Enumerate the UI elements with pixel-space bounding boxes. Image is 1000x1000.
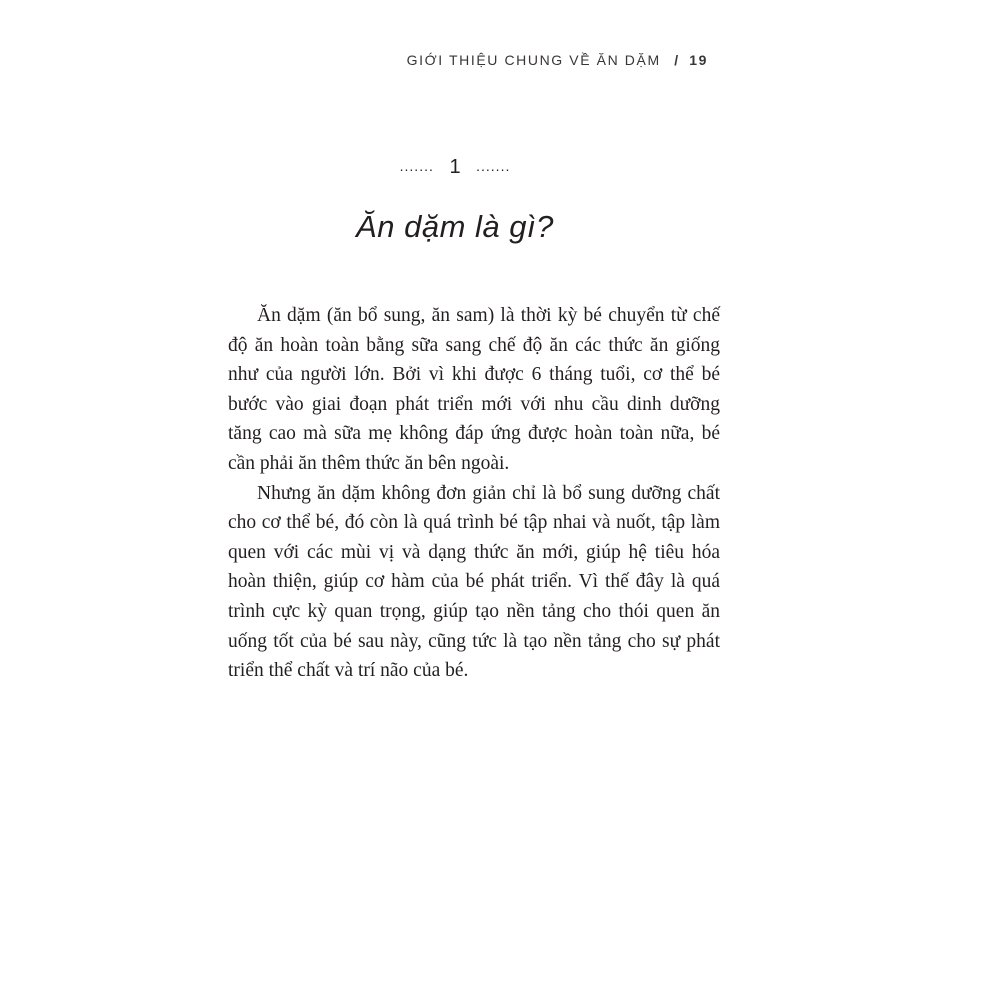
header-separator: / — [674, 52, 680, 68]
chapter-marker — [380, 154, 530, 179]
chapter-number: 1 — [449, 156, 461, 178]
running-header — [407, 50, 708, 70]
body-text — [228, 301, 720, 686]
page-number: 19 — [689, 52, 708, 68]
running-title: GIỚI THIỆU CHUNG VỀ ĂN DẶM — [406, 52, 661, 68]
chapter-dots-right: ....... — [476, 158, 511, 174]
paragraph: Ăn dặm (ăn bổ sung, ăn sam) là thời kỳ bé chuyển từ chế độ ăn hoàn toàn bằng sữa sang chế độ ăn các thức ăn giống như của người lớn. Bởi vì khi được 6 tháng tuổi, cơ thể bé bước vào giai đoạn phát triển mới với nhu cầu dinh dưỡng tăng cao mà sữa mẹ không đáp ứng được hoàn toàn nữa, bé cần phải ăn thêm thức ăn bên ngoài. — [228, 305, 720, 474]
paragraph: Nhưng ăn dặm không đơn giản chỉ là bổ sung dưỡng chất cho cơ thể bé, đó còn là quá trình bé tập nhai và nuốt, tập làm quen với các mùi vị và dạng thức ăn mới, giúp hệ tiêu hóa hoàn thiện, giúp cơ hàm của bé phát triển. Vì thế đây là quá trình cực kỳ quan trọng, giúp tạo nền tảng cho thói quen ăn uống tốt của bé sau này, cũng tức là tạo nền tảng cho sự phát triển thể chất và trí não của bé. — [228, 482, 720, 682]
chapter-dots-left: ....... — [399, 158, 434, 174]
chapter-title: Ăn dặm là gì? — [356, 209, 554, 244]
